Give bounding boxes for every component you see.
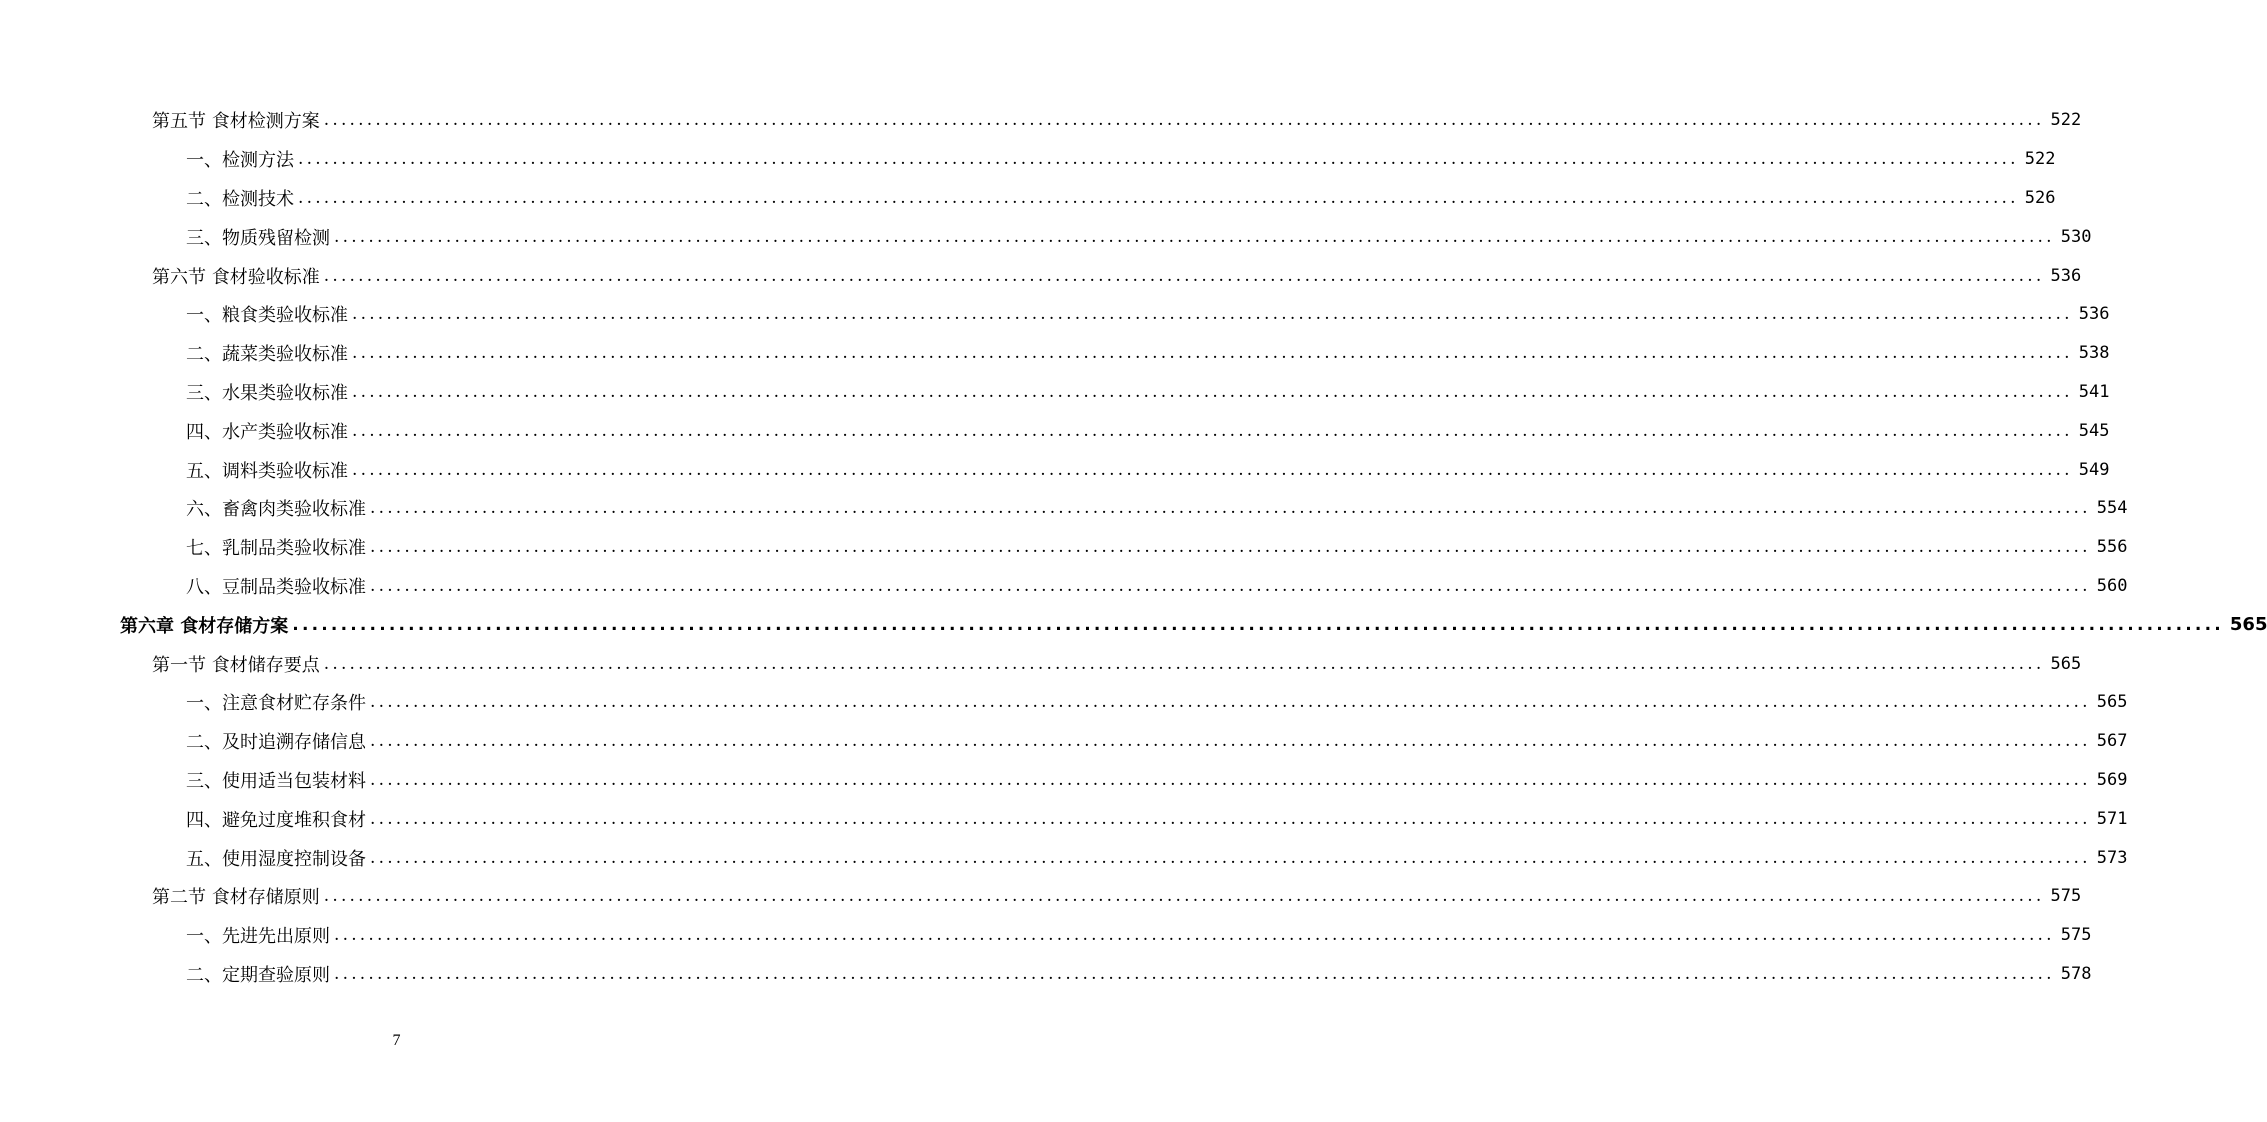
toc-subsection-entry[interactable] <box>0 373 2110 412</box>
toc-entry-page: 522 <box>2050 110 2082 131</box>
toc-subsection-entry[interactable] <box>0 955 2092 994</box>
toc-entry-page: 560 <box>2096 575 2128 596</box>
toc-entry-page: 530 <box>2060 226 2092 247</box>
toc-entry-title: 七、乳制品类验收标准 <box>186 538 366 560</box>
toc-subsection-entry[interactable] <box>0 683 2128 722</box>
toc-entry-title: 四、水产类验收标准 <box>186 421 348 443</box>
toc-entry-page: 541 <box>2078 381 2110 402</box>
toc-entry-page: 575 <box>2060 925 2092 946</box>
toc-dot-leader: ........................................................................................................................................................................................................ <box>323 653 2045 674</box>
toc-dot-leader: ........................................................................................................................................................................................................ <box>370 847 2091 868</box>
toc-entry-title: 五、调料类验收标准 <box>186 460 348 482</box>
toc-entry-page: 567 <box>2096 731 2128 752</box>
toc-entry-page: 565 <box>2229 614 2267 636</box>
toc-dot-leader: ........................................................................................................................................................................................................ <box>370 808 2091 829</box>
toc-dot-leader: ........................................................................................................................................................................................................ <box>352 381 2073 402</box>
toc-entry-page: 556 <box>2096 537 2128 558</box>
toc-subsection-entry[interactable] <box>0 489 2128 528</box>
toc-entry-title: 一、注意食材贮存条件 <box>186 693 366 715</box>
toc-entry-title: 一、检测方法 <box>186 150 294 172</box>
toc-chapter-entry[interactable] <box>0 605 2267 644</box>
toc-dot-leader: ........................................................................................................................................................................................................ <box>334 226 2055 247</box>
toc-entry-title: 第五节 食材检测方案 <box>152 111 320 133</box>
toc-subsection-entry[interactable] <box>0 179 2056 218</box>
toc-section-entry[interactable] <box>0 644 2082 683</box>
toc-dot-leader: ........................................................................................................................................................................................................ <box>323 265 2045 286</box>
toc-entry-page: 575 <box>2050 886 2082 907</box>
toc-subsection-entry[interactable] <box>0 799 2128 838</box>
toc-subsection-entry[interactable] <box>0 761 2128 800</box>
toc-entry-page: 578 <box>2060 963 2092 984</box>
toc-section-entry[interactable] <box>0 256 2082 295</box>
toc-entry-title: 一、先进先出原则 <box>186 926 330 948</box>
toc-dot-leader: ........................................................................................................................................................................................................ <box>370 692 2091 713</box>
toc-dot-leader: ........................................................................................................................................................................................................ <box>323 886 2045 907</box>
toc-entry-title: 二、蔬菜类验收标准 <box>186 344 348 366</box>
toc-dot-leader: ........................................................................................................................................................................................................ <box>370 498 2091 519</box>
toc-dot-leader: ........................................................................................................................................................................................................ <box>370 537 2091 558</box>
toc-entry-title: 一、粮食类验收标准 <box>186 305 348 327</box>
toc-entry-page: 549 <box>2078 459 2110 480</box>
toc-entry-page: 554 <box>2096 498 2128 519</box>
toc-dot-leader: ........................................................................................................................................................................................................ <box>352 343 2073 364</box>
toc-entry-page: 526 <box>2024 187 2056 208</box>
toc-entry-page: 536 <box>2050 265 2082 286</box>
toc-entry-title: 五、使用湿度控制设备 <box>186 848 366 870</box>
toc-dot-leader: ........................................................................................................................................................................................................ <box>352 304 2073 325</box>
toc-entry-title: 三、水果类验收标准 <box>186 382 348 404</box>
toc-entry-page: 536 <box>2078 304 2110 325</box>
toc-entry-page: 565 <box>2096 692 2128 713</box>
toc-entry-page: 538 <box>2078 343 2110 364</box>
toc-subsection-entry[interactable] <box>0 450 2110 489</box>
toc-entry-title: 三、使用适当包装材料 <box>186 770 366 792</box>
toc-dot-leader: ........................................................................................................................................................................................................ <box>323 110 2045 131</box>
toc-entry-title: 第六章 食材存储方案 <box>120 615 289 637</box>
toc-dot-leader: ........................................................................................................................................................................................................ <box>352 459 2073 480</box>
toc-entry-title: 四、避免过度堆积食材 <box>186 809 366 831</box>
toc-dot-leader: ........................................................................................................................................................................................................ <box>298 187 2019 208</box>
toc-entry-title: 八、豆制品类验收标准 <box>186 576 366 598</box>
toc-dot-leader: ........................................................................................................................................................................................................ <box>292 614 2224 635</box>
toc-subsection-entry[interactable] <box>0 140 2056 179</box>
toc-entry-title: 第六节 食材验收标准 <box>152 266 320 288</box>
toc-entry-title: 二、检测技术 <box>186 188 294 210</box>
toc-entry-title: 第二节 食材存储原则 <box>152 887 320 909</box>
toc-subsection-entry[interactable] <box>0 217 2092 256</box>
toc-subsection-entry[interactable] <box>0 295 2110 334</box>
toc-entry-title: 二、及时追溯存储信息 <box>186 732 366 754</box>
toc-subsection-entry[interactable] <box>0 838 2128 877</box>
toc-dot-leader: ........................................................................................................................................................................................................ <box>334 963 2055 984</box>
toc-dot-leader: ........................................................................................................................................................................................................ <box>370 769 2091 790</box>
toc-entry-title: 第一节 食材储存要点 <box>152 654 320 676</box>
toc-entry-page: 569 <box>2096 769 2128 790</box>
toc-dot-leader: ........................................................................................................................................................................................................ <box>370 731 2091 752</box>
toc-dot-leader: ........................................................................................................................................................................................................ <box>352 420 2073 441</box>
toc-subsection-entry[interactable] <box>0 916 2092 955</box>
toc-entry-title: 六、畜禽肉类验收标准 <box>186 499 366 521</box>
toc-dot-leader: ........................................................................................................................................................................................................ <box>334 925 2055 946</box>
toc-entry-title: 三、物质残留检测 <box>186 227 330 249</box>
toc-entry-page: 565 <box>2050 653 2082 674</box>
toc-section-entry[interactable] <box>0 877 2082 916</box>
toc-entry-page: 573 <box>2096 847 2128 868</box>
toc-dot-leader: ........................................................................................................................................................................................................ <box>298 149 2019 170</box>
toc-subsection-entry[interactable] <box>0 567 2128 606</box>
page-number: 7 <box>392 1032 401 1049</box>
toc-subsection-entry[interactable] <box>0 334 2110 373</box>
toc-entry-page: 571 <box>2096 808 2128 829</box>
toc-entry-title: 二、定期查验原则 <box>186 964 330 986</box>
toc-subsection-entry[interactable] <box>0 528 2128 567</box>
toc-dot-leader: ........................................................................................................................................................................................................ <box>370 575 2091 596</box>
toc-subsection-entry[interactable] <box>0 722 2128 761</box>
toc-section-entry[interactable] <box>0 101 2082 140</box>
toc-entry-page: 545 <box>2078 420 2110 441</box>
toc-subsection-entry[interactable] <box>0 411 2110 450</box>
table-of-contents <box>0 101 2267 993</box>
toc-entry-page: 522 <box>2024 149 2056 170</box>
